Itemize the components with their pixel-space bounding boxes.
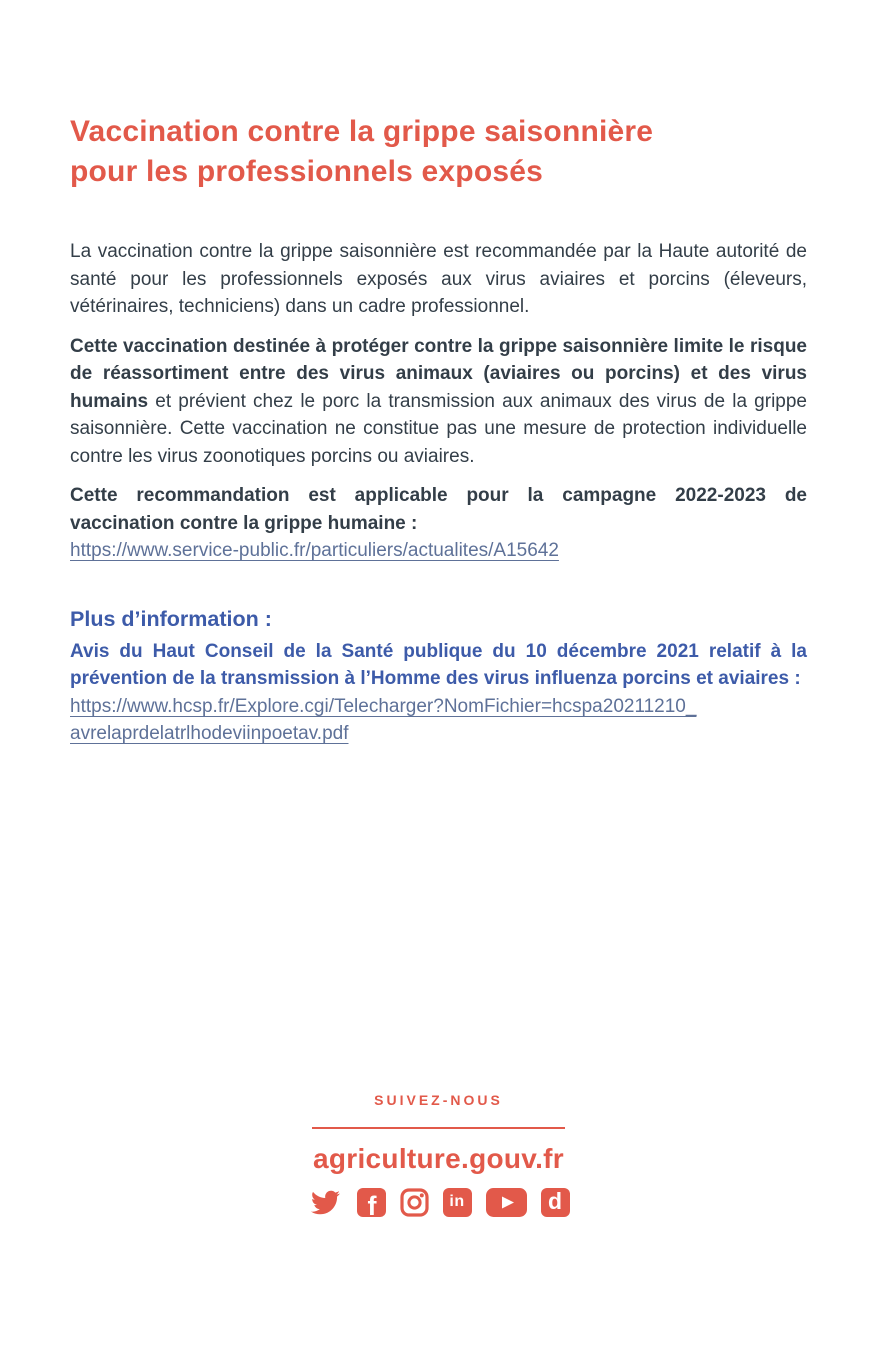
hcsp-link-line-2: avrelaprdelatrlhodeviinpoetav.pdf <box>70 723 349 744</box>
facebook-icon: f <box>357 1188 386 1217</box>
site-name: agriculture.gouv.fr <box>313 1143 564 1174</box>
footer-divider <box>312 1127 565 1129</box>
paragraph-vaccination-purpose-bold: Cette vaccination destinée à protéger contre la grippe saisonnière limite le risque de réassortiment entre des virus animaux (aviaires ou porcins) et des virus humains <box>70 335 807 412</box>
youtube-icon <box>486 1188 527 1217</box>
instagram-icon <box>400 1188 429 1217</box>
service-public-link-row <box>70 537 807 565</box>
page-title-line-1: Vaccination contre la grippe saisonnière <box>70 115 654 148</box>
document-page <box>0 112 877 748</box>
page-title <box>70 112 807 192</box>
twitter-icon <box>308 1188 343 1217</box>
dailymotion-icon: d <box>541 1188 570 1217</box>
more-info-body: Avis du Haut Conseil de la Santé publique du 10 décembre 2021 relatif à la prévention de la transmission à l’Homme des virus influenza porcins et aviaires : <box>70 640 807 689</box>
twitter-link[interactable] <box>308 1188 343 1217</box>
paragraph-vaccination-purpose <box>70 333 807 471</box>
follow-us-label: SUIVEZ-NOUS <box>374 1092 503 1108</box>
linkedin-link[interactable] <box>443 1188 472 1217</box>
facebook-link[interactable] <box>357 1188 386 1217</box>
paragraph-recommendation: Cette recommandation est applicable pour la campagne 2022-2023 de vaccination contre la grippe humaine : <box>70 485 807 534</box>
instagram-link[interactable] <box>400 1188 429 1217</box>
more-info-heading: Plus d’information : <box>70 606 272 631</box>
youtube-link[interactable] <box>486 1188 527 1217</box>
linkedin-icon: in <box>443 1188 472 1217</box>
paragraph-intro: La vaccination contre la grippe saisonnière est recommandée par la Haute autorité de santé pour les professionnels exposés aux virus aviaires et porcins (éleveurs, vétérinaires, techniciens) dans un cadre professionnel. <box>70 241 807 317</box>
hcsp-link-line-1: https://www.hcsp.fr/Explore.cgi/Telecharger?NomFichier=hcspa20211210_ <box>70 695 697 717</box>
paragraph-vaccination-purpose-rest: et prévient chez le porc la transmission aux animaux des virus de la grippe saisonnière. Cette vaccination ne constitue pas une mesure de protection individuelle contre les virus zoonotiques porcins ou aviaires. <box>70 390 807 467</box>
hcsp-link-row <box>70 693 807 748</box>
page-title-line-2: pour les professionnels exposés <box>70 155 544 188</box>
social-icons-row <box>0 1188 877 1217</box>
dailymotion-link[interactable] <box>541 1188 570 1217</box>
service-public-link[interactable]: https://www.service-public.fr/particuliers/actualites/A15642 <box>70 540 559 561</box>
footer <box>0 1092 877 1217</box>
hcsp-link[interactable] <box>70 696 696 745</box>
